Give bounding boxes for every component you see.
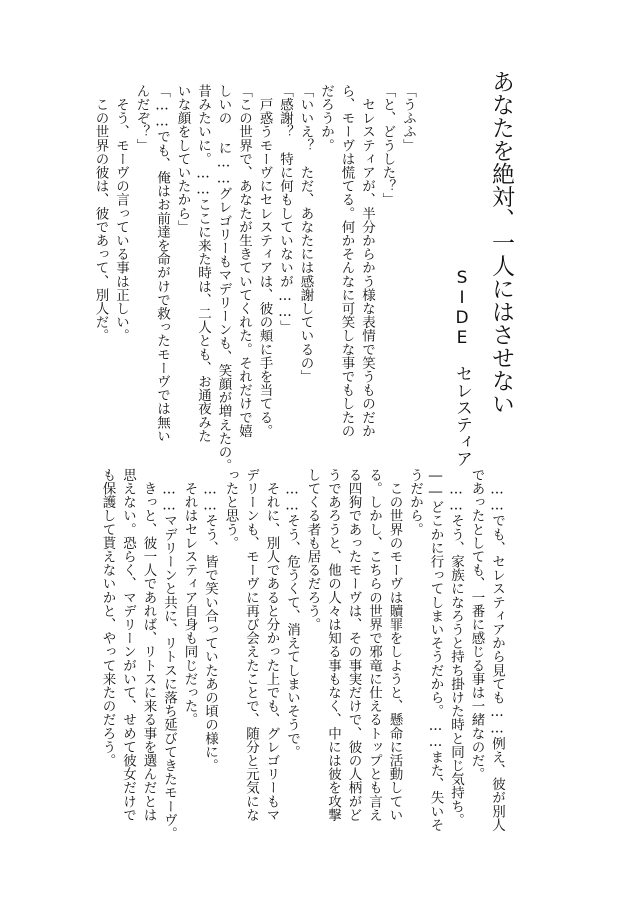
text-line: きっと、彼一人であれば、リトスに来る事を選んだとは (140, 468, 157, 822)
text-line: 「感謝？ 特に何もしていないが……」 (277, 84, 293, 334)
text-line: ……そう、皆で笑い合っていたあの頃の様に。 (202, 468, 218, 773)
text-line: そう、モーヴの言っている事は正しい。 (113, 84, 129, 343)
text-line: ……マデリーンと共に、リトスに落ち延びてきたモーヴ。 (161, 468, 177, 841)
text-line: 「いいえ？ ただ、あなたには感謝しているの」 (297, 84, 314, 384)
text-line: デリーンも、モーヴに再び会えたことで、随分と元気にな (243, 468, 259, 822)
text-line: してくる者も居るだろう。 (304, 468, 321, 632)
text-line: 思えない。恐らく、マデリーンがいて、せめて彼女だけで (120, 468, 136, 822)
text-line: セレスティアが、半分からかう様な表情で笑うものだか (359, 84, 375, 438)
text-line: それに、別人であると分かった上でも、グレゴリーもマ (263, 468, 280, 822)
subtitle-line: SIDE セレスティア (452, 268, 472, 467)
text-line: る。しかし、こちらの世界で邪竜に仕えるトップとも言え (366, 468, 382, 822)
text-line: それはセレスティア自身も同じだった。 (181, 468, 198, 727)
text-line: んだぞ？」 (133, 84, 150, 152)
text-line: うだから。 (407, 468, 423, 536)
text-line: る四狗であったモーヴは、その事実だけで、彼の人柄がど (345, 468, 362, 822)
text-line: ……そう、危うくて、消えてしまいそうで。 (284, 468, 300, 759)
text-line: 昔みたいに。……ここに来た時は、二人とも、お通夜みた (195, 84, 211, 443)
upper-text-block (90, 84, 418, 473)
text-line: いな顔をしていたから」 (174, 84, 191, 234)
lower-text-block (97, 468, 507, 841)
text-line: 「……でも、俺はお前達を命がけで救ったモーヴでは無い (154, 84, 170, 443)
title-line: あなたを絶対、一人にはさせない (488, 70, 514, 415)
text-line: 「と、どうした？」 (379, 84, 396, 207)
text-line: ……そう、家族になろうと持ち掛けた時と同じ気持ち。 (448, 468, 464, 827)
text-line: うであろうと、他の人々は知る事もなく、中には彼を攻撃 (325, 468, 341, 822)
text-line: ……でも、セレスティアから見ても……例え、彼が別人 (489, 468, 505, 832)
text-line: だろうか。 (318, 84, 334, 152)
text-line: しいの に……グレゴリーもマデリーンも、笑顔が増えたの。 (215, 84, 232, 473)
text-line: ら、モーヴは慌てる。何かそんなに可笑しな事でもしたの (338, 84, 355, 438)
text-line: 戸惑うモーヴにセレスティアは、彼の頬に手を当てる。 (256, 84, 273, 438)
text-line: 「うふふ」 (400, 84, 416, 152)
page-subtitle (452, 268, 472, 467)
text-line: であったとしても、一番に感じる事は一緒なのだ。 (468, 468, 485, 781)
text-line: 「この世界で、あなたが生きていてくれた。それだけで嬉 (236, 84, 252, 438)
text-line: この世界のモーヴは贖罪をしようと、懸命に活動してい (386, 468, 403, 822)
text-line: ――どこかに行ってしまいそうだから。……また、失いそ (427, 468, 444, 832)
text-line: も保護して貰えないかと、やって来たのだろう。 (99, 468, 116, 768)
text-line: この世界の彼は、彼であって、別人だ。 (92, 84, 109, 343)
text-line: ったと思う。 (222, 468, 239, 550)
page-title (488, 70, 514, 430)
